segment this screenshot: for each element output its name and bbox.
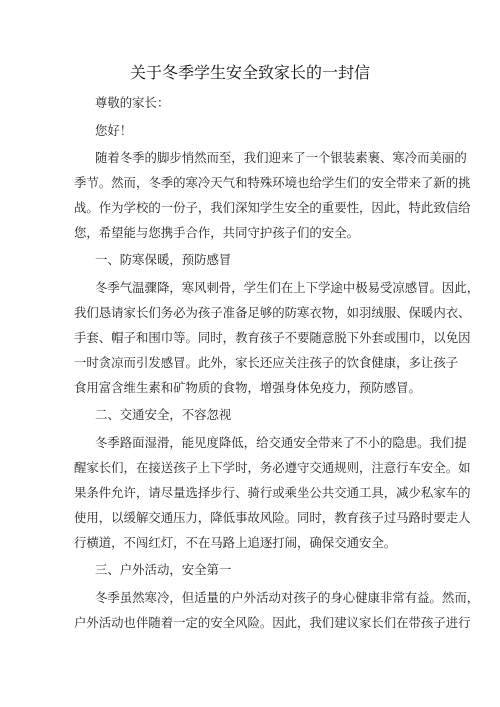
paragraph-line: 您，希望能与您携手合作，共同守护孩子们的安全。 xyxy=(74,225,359,240)
section-heading: 一、防寒保暖，预防感冒 xyxy=(95,252,232,267)
paragraph-line: 冬季虽然寒冷，但适量的户外活动对孩子的身心健康非常有益。然而， xyxy=(95,590,480,605)
greeting: 您好！ xyxy=(95,123,133,138)
document-title: 关于冬季学生安全致家长的一封信 xyxy=(129,63,370,82)
section-heading: 二、交通安全，不容忽视 xyxy=(95,407,232,422)
salutation: 尊敬的家长： xyxy=(95,95,170,110)
paragraph-line: 醒家长们，在接送孩子上下学时，务必遵守交通规则，注意行车安全。如 xyxy=(74,460,471,475)
paragraph-line: 一时贪凉而引发感冒。此外，家长还应关注孩子的饮食健康，多让孩子 xyxy=(74,355,459,370)
paragraph-line: 季节。然而，冬季的寒冷天气和特殊环境也给学生们的安全带来了新的挑 xyxy=(74,175,471,190)
paragraph-line: 冬季气温骤降，寒风刺骨，学生们在上下学途中极易受凉感冒。因此， xyxy=(95,280,480,295)
paragraph-line: 随着冬季的脚步悄然而至，我们迎来了一个银装素裹、寒冷而美丽的 xyxy=(95,150,467,165)
paragraph-line: 使用，以缓解交通压力，降低事故风险。同时，教育孩子过马路时要走人 xyxy=(74,510,471,525)
paragraph-line: 行横道，不闯红灯，不在马路上追逐打闹，确保交通安全。 xyxy=(74,535,397,550)
paragraph-line: 户外活动也伴随着一定的安全风险。因此，我们建议家长们在带孩子进行 xyxy=(74,615,471,630)
paragraph-line: 果条件允许，请尽量选择步行、骑行或乘坐公共交通工具，减少私家车的 xyxy=(74,485,471,500)
paragraph-line: 战。作为学校的一份子，我们深知学生安全的重要性，因此，特此致信给 xyxy=(74,200,471,215)
paragraph-line: 手套、帽子和围巾等。同时，教育孩子不要随意脱下外套或围巾，以免因 xyxy=(74,330,471,345)
paragraph-line: 冬季路面湿滑，能见度降低，给交通安全带来了不小的隐患。我们提 xyxy=(95,435,467,450)
paragraph-line: 食用富含维生素和矿物质的食物，增强身体免疫力，预防感冒。 xyxy=(74,380,421,395)
paragraph-line: 我们恳请家长们务必为孩子准备足够的防寒衣物，如羽绒服、保暖内衣、 xyxy=(74,305,471,320)
section-heading: 三、户外活动，安全第一 xyxy=(95,562,232,577)
